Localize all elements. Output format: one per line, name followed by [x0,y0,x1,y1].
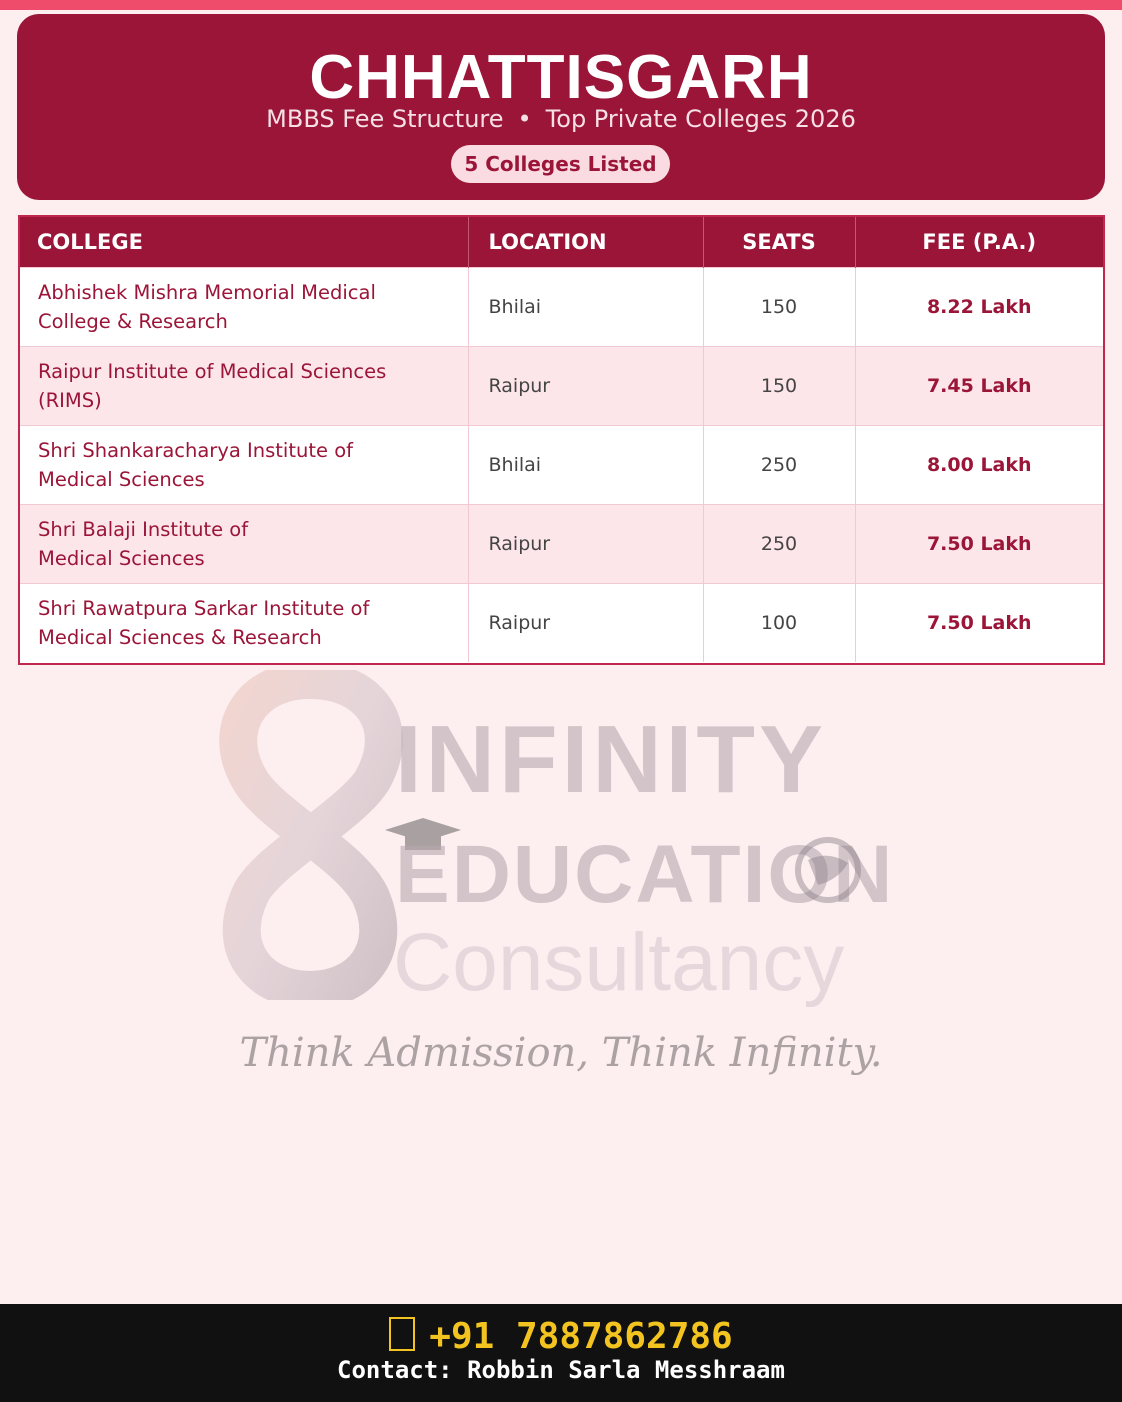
infinity-education-watermark [205,670,945,1090]
fee-table [18,215,1105,665]
college-location: Bhilai [468,267,703,346]
college-name: Abhishek Mishra Memorial Medical College & Research [20,267,468,346]
contact-footer [0,1304,1122,1402]
globe-icon [793,835,863,905]
infinity-logo-icon [210,670,410,1000]
subtitle-separator: • [517,105,532,133]
watermark-education-text: EDUCATION [395,829,895,920]
watermark-infinity-text: INFINITY [395,706,827,813]
column-header-fee: FEE (P.A.) [922,229,1037,254]
college-fee: 7.50 Lakh [855,504,1103,583]
college-seats: 250 [703,425,855,504]
college-seats: 250 [703,504,855,583]
top-accent-strip [0,0,1122,10]
college-name: Shri Shankaracharya Institute of Medical Sciences [20,425,468,504]
table-row [20,346,1103,425]
college-seats: 150 [703,267,855,346]
phone-number: +91 7887862786 [0,1316,1122,1358]
table-row [20,504,1103,583]
subtitle-left: MBBS Fee Structure [266,105,504,133]
contact-name: Contact: Robbin Sarla Messhraam [337,1356,785,1384]
table-row [20,425,1103,504]
column-header-seats: SEATS [703,217,855,267]
column-header-location: LOCATION [468,217,703,267]
college-fee: 8.00 Lakh [855,425,1103,504]
phone-icon [389,1317,415,1351]
page-subtitle [17,103,1105,135]
watermark-tagline: Think Admission, Think Infinity. [239,1030,883,1076]
table-row [20,583,1103,662]
page-title: CHHATTISGARH [309,43,813,112]
college-name: Shri Balaji Institute of Medical Sciences [20,504,468,583]
college-seats: 150 [703,346,855,425]
subtitle-right: Top Private Colleges 2026 [545,105,856,133]
college-fee: 8.22 Lakh [855,267,1103,346]
college-location: Raipur [468,504,703,583]
page-header [17,14,1105,200]
college-name: Raipur Institute of Medical Sciences (RIMS) [20,346,468,425]
college-name: Shri Rawatpura Sarkar Institute of Medical Sciences & Research [20,583,468,662]
college-location: Raipur [468,346,703,425]
column-header-college: COLLEGE [20,217,468,267]
college-location: Bhilai [468,425,703,504]
table-row [20,267,1103,346]
table-header-row [20,217,1103,267]
colleges-count-badge: 5 Colleges Listed [451,145,670,183]
watermark-consultancy-text: Consultancy [393,917,845,1008]
college-location: Raipur [468,583,703,662]
college-fee: 7.50 Lakh [855,583,1103,662]
college-seats: 100 [703,583,855,662]
college-fee: 7.45 Lakh [855,346,1103,425]
